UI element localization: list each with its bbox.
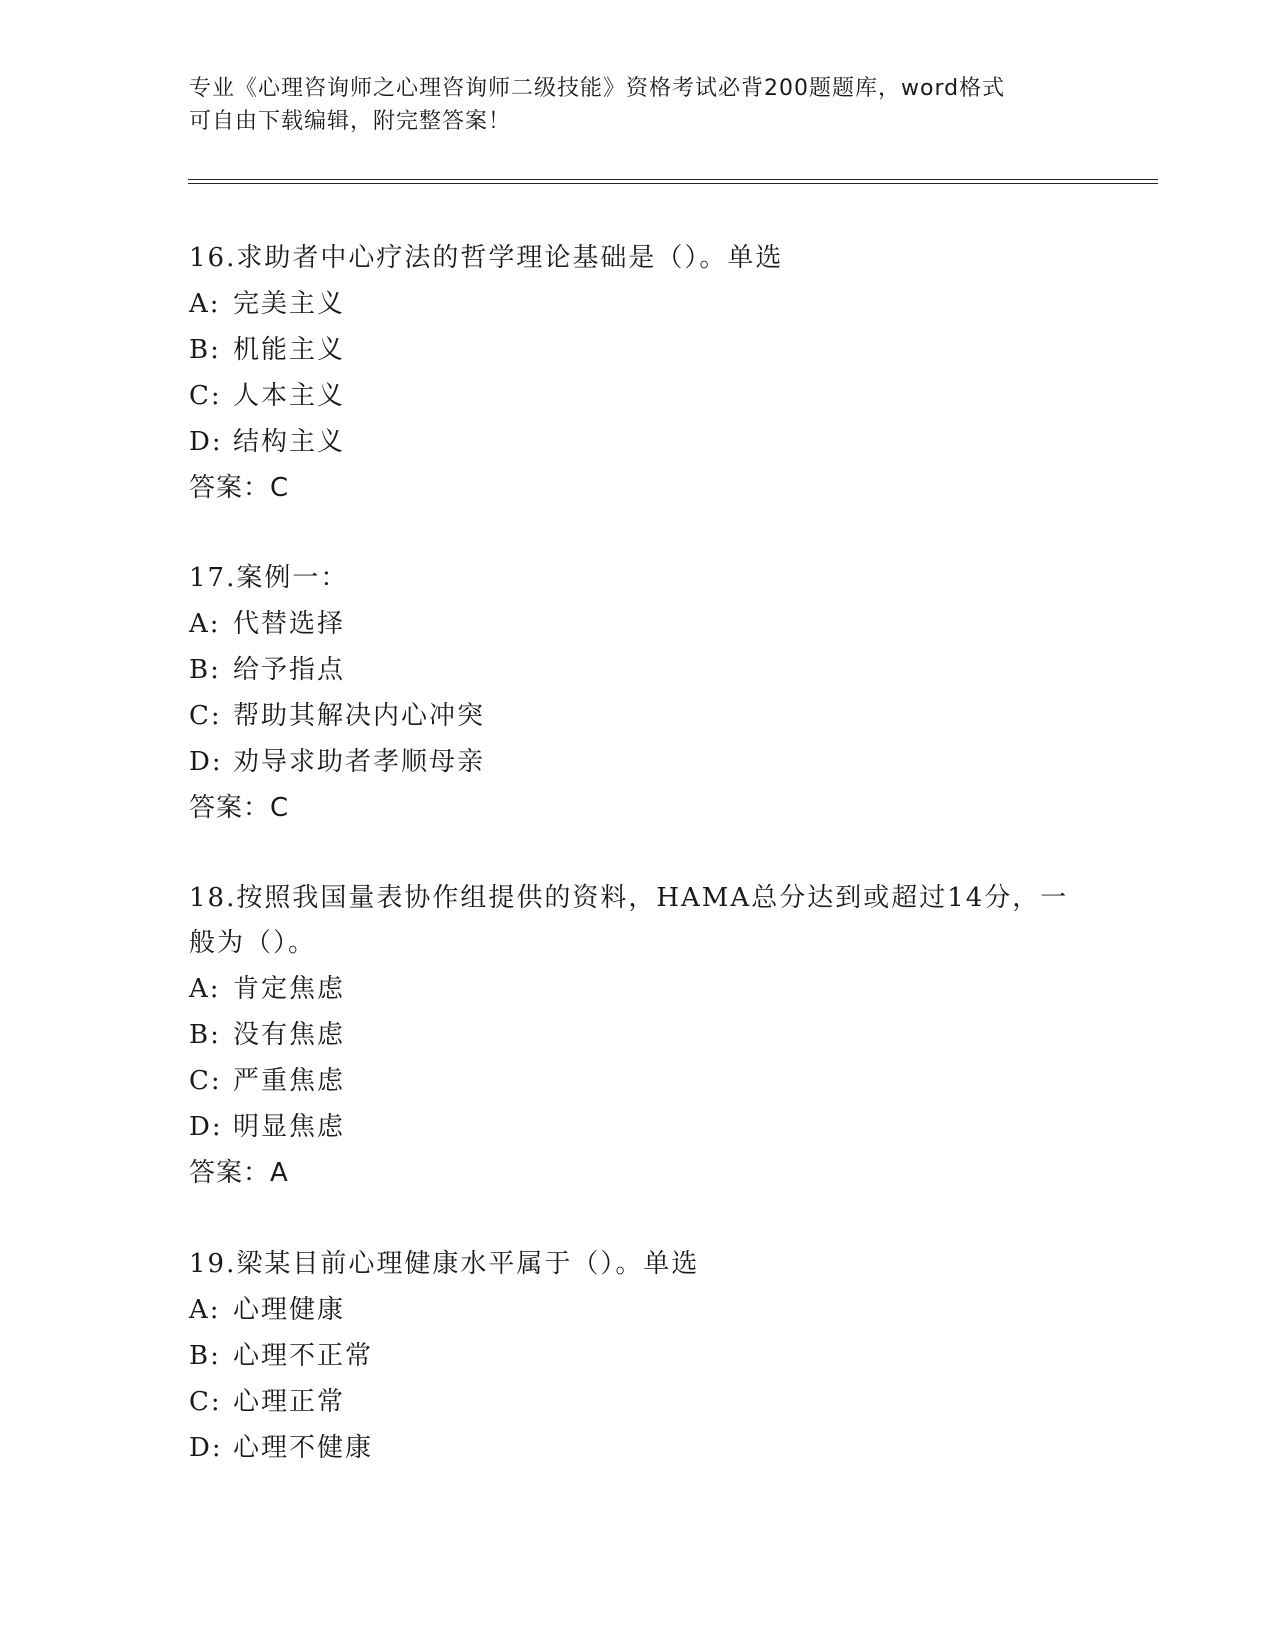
option-a <box>189 966 1079 1012</box>
answer-line: 答案：C <box>189 473 290 503</box>
option-text: 明显焦虑 <box>233 1112 346 1142</box>
option-letter: C: <box>189 1066 222 1096</box>
option-text: 给予指点 <box>233 655 346 685</box>
option-text: 心理不正常 <box>233 1341 374 1371</box>
option-b <box>189 647 1089 693</box>
option-c <box>189 1058 1079 1104</box>
option-letter: D: <box>189 1112 223 1142</box>
header-line-2: 可自由下载编辑，附完整答案！ <box>189 109 512 134</box>
answer-line: 答案：A <box>189 1158 289 1188</box>
option-letter: B: <box>189 1020 221 1050</box>
option-letter: C: <box>189 1387 222 1417</box>
option-text: 完美主义 <box>233 289 346 319</box>
question-text: 16.求助者中心疗法的哲学理论基础是（）。单选 <box>189 243 784 273</box>
option-letter: D: <box>189 747 223 777</box>
option-c <box>189 693 1089 739</box>
option-text: 结构主义 <box>233 427 346 457</box>
option-d <box>189 419 1089 465</box>
question-17 <box>189 556 1089 831</box>
option-text: 人本主义 <box>233 381 346 411</box>
option-d <box>189 1425 1089 1471</box>
option-text: 劝导求助者孝顺母亲 <box>233 747 486 777</box>
option-d <box>189 1104 1079 1150</box>
option-b <box>189 1012 1079 1058</box>
header-divider-top <box>188 179 1158 180</box>
option-letter: D: <box>189 1433 223 1463</box>
option-letter: B: <box>189 335 221 365</box>
option-text: 心理不健康 <box>233 1433 374 1463</box>
option-b <box>189 1333 1089 1379</box>
question-16 <box>189 236 1089 511</box>
option-a <box>189 1287 1089 1333</box>
option-letter: A: <box>189 1295 221 1325</box>
header-line-1: 专业《心理咨询师之心理咨询师二级技能》资格考试必背200题题库，word格式 <box>189 76 1006 101</box>
option-text: 心理健康 <box>233 1295 346 1325</box>
option-letter: A: <box>189 609 221 639</box>
option-text: 心理正常 <box>233 1387 346 1417</box>
option-c <box>189 1379 1089 1425</box>
option-a <box>189 601 1089 647</box>
option-a <box>189 281 1089 327</box>
option-text: 没有焦虑 <box>233 1020 346 1050</box>
document-header <box>189 72 1069 138</box>
answer-line: 答案：C <box>189 793 290 823</box>
option-text: 严重焦虑 <box>233 1066 346 1096</box>
header-divider-bottom <box>188 183 1158 184</box>
option-letter: A: <box>189 974 221 1004</box>
question-text: 18.按照我国量表协作组提供的资料，HAMA总分达到或超过14分，一般为（）。 <box>189 883 1069 958</box>
option-letter: A: <box>189 289 221 319</box>
option-d <box>189 739 1089 785</box>
question-text: 17.案例一： <box>189 563 349 593</box>
question-text: 19.梁某目前心理健康水平属于（）。单选 <box>189 1249 700 1279</box>
option-letter: C: <box>189 701 222 731</box>
option-letter: B: <box>189 1341 221 1371</box>
option-c <box>189 373 1089 419</box>
question-19 <box>189 1242 1089 1471</box>
question-18 <box>189 876 1079 1196</box>
option-text: 代替选择 <box>233 609 346 639</box>
option-letter: C: <box>189 381 222 411</box>
option-letter: B: <box>189 655 221 685</box>
option-text: 帮助其解决内心冲突 <box>233 701 486 731</box>
option-text: 机能主义 <box>233 335 346 365</box>
option-text: 肯定焦虑 <box>233 974 346 1004</box>
option-letter: D: <box>189 427 223 457</box>
option-b <box>189 327 1089 373</box>
